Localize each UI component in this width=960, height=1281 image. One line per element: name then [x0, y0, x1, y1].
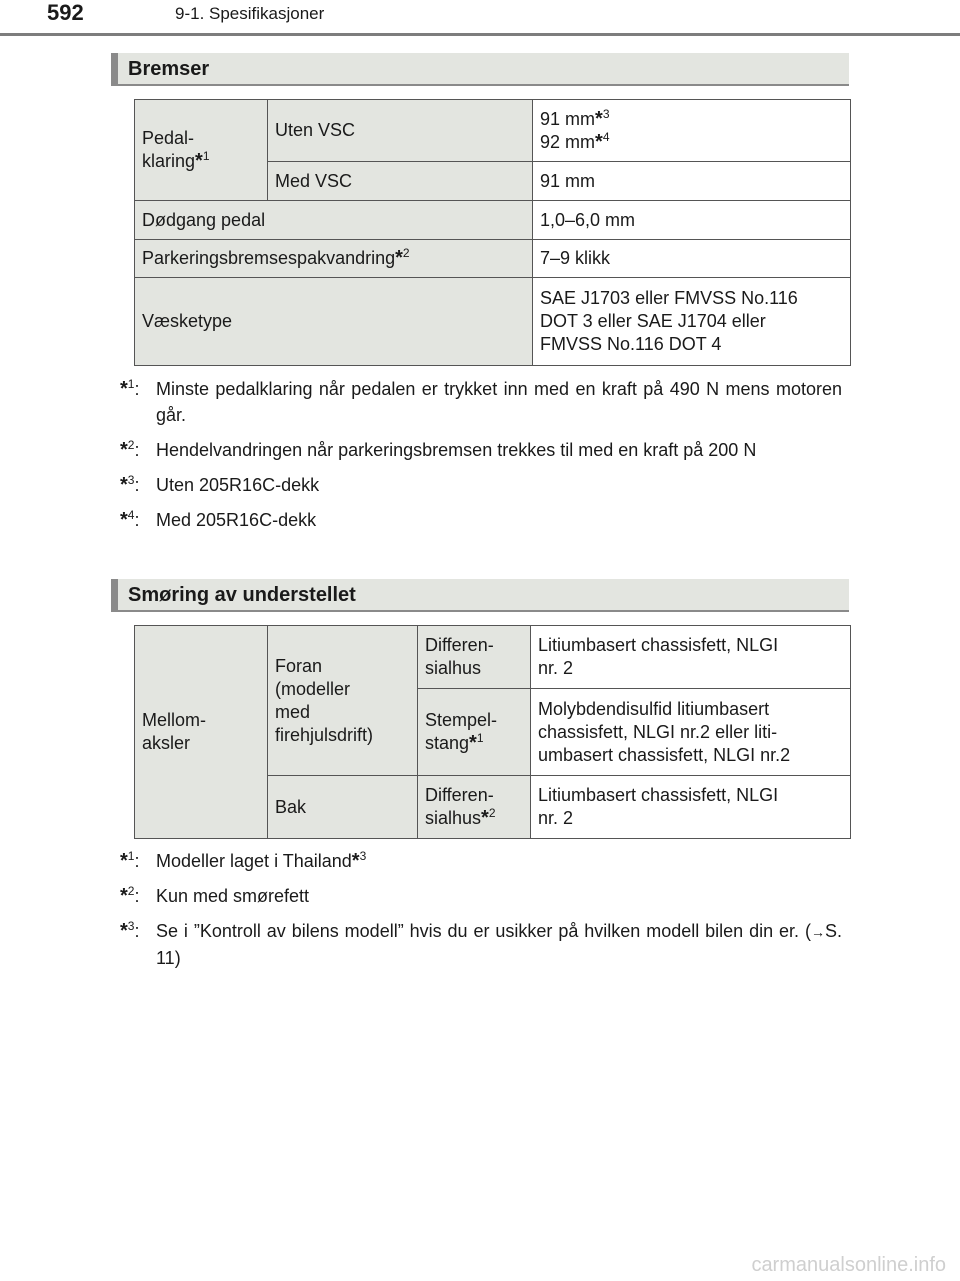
lubrication-title: Smøring av understellet [128, 584, 356, 606]
chapter-title: 9-1. Spesifikasjoner [175, 4, 325, 23]
footnote-marker: *$^1$: [120, 377, 140, 400]
footnote: *$^3$: Uten 205R16C-dekk [120, 473, 320, 496]
rear-label: Bak [268, 776, 418, 839]
page-header [0, 0, 960, 38]
page-number: 592 [47, 0, 84, 25]
park-brake-label: Parkeringsbremsespakvandring*$^2$ [135, 240, 533, 278]
lubrication-notes [120, 848, 842, 980]
footnote: *$^2$: Hendelvandringen når parkeringsbremsen trekkes til med en kraft på 200 N [120, 438, 757, 461]
diff-housing-value: Litiumbasert chassisfett, NLGI nr. 2 [531, 626, 851, 689]
table-row [135, 100, 851, 162]
lubrication-section-heading [111, 579, 849, 612]
table-row [135, 278, 851, 366]
section-accent [111, 579, 118, 610]
arrow-right-icon: → [810, 924, 825, 940]
footnote-marker: *$^3$: [120, 473, 140, 496]
lubrication-table [134, 625, 851, 839]
brakes-title: Bremser [128, 58, 210, 80]
footnote-marker: *$^2$: [120, 884, 140, 907]
park-brake-value: 7–9 klikk [533, 240, 851, 278]
page-reference-link[interactable]: S. 11 [156, 921, 842, 968]
with-vsc-value: 91 mm [533, 162, 851, 201]
footnote-marker: *$^2$: [120, 438, 140, 461]
rear-diff-value: Litiumbasert chassisfett, NLGI nr. 2 [531, 776, 851, 839]
footnote: *$^2$: Kun med smørefett [120, 884, 310, 907]
footnote: *$^3$: Se i ”Kontroll av bilens modell” hvis du er usikker på hvilken modell bilen din er. (→S. 11) [120, 919, 842, 968]
dead-travel-label: Dødgang pedal [135, 201, 533, 240]
header-rule [0, 33, 960, 36]
piston-rod-value: Molybdendisulfid litiumbasert chassisfett, NLGI nr.2 eller liti- umbasert chassisfett, NLGI nr.2 [531, 689, 851, 776]
footnote: *$^4$: Med 205R16C-dekk [120, 508, 317, 531]
footnote-marker: *$^4$: [120, 508, 140, 531]
table-row [135, 240, 851, 278]
brakes-table [134, 99, 851, 366]
watermark: carmanualsonline.info [751, 1254, 946, 1276]
with-vsc-label: Med VSC [268, 162, 533, 201]
dead-travel-value: 1,0–6,0 mm [533, 201, 851, 240]
brakes-notes [120, 376, 842, 542]
without-vsc-value: 91 mm*$^3$ 92 mm*$^4$ [533, 100, 851, 162]
footnote-marker: *$^3$: [120, 919, 140, 942]
rear-diff-label: Differen- sialhus*$^2$ [418, 776, 531, 839]
section-accent [111, 53, 118, 84]
pedal-clearance-label: Pedal- klaring*$^1$ [135, 100, 268, 201]
piston-rod-label: Stempel- stang*$^1$ [418, 689, 531, 776]
footnote: *$^1$: Modeller laget i Thailand*$^3$ [120, 849, 367, 872]
footnote: *$^1$: Minste pedalklaring når pedalen er trykket inn med en kraft på 490 N mens motoren går. [120, 377, 842, 425]
fluid-type-label: Væsketype [135, 278, 533, 366]
table-row [135, 626, 851, 689]
fluid-type-value: SAE J1703 eller FMVSS No.116 DOT 3 eller SAE J1704 eller FMVSS No.116 DOT 4 [533, 278, 851, 366]
brakes-section-heading [111, 53, 849, 86]
front-label: Foran (modeller med firehjulsdrift) [268, 626, 418, 776]
intermediate-axle-label: Mellom- aksler [135, 626, 268, 839]
diff-housing-label: Differen- sialhus [418, 626, 531, 689]
without-vsc-label: Uten VSC [268, 100, 533, 162]
table-row [135, 201, 851, 240]
footnote-marker: *$^1$: [120, 849, 140, 872]
